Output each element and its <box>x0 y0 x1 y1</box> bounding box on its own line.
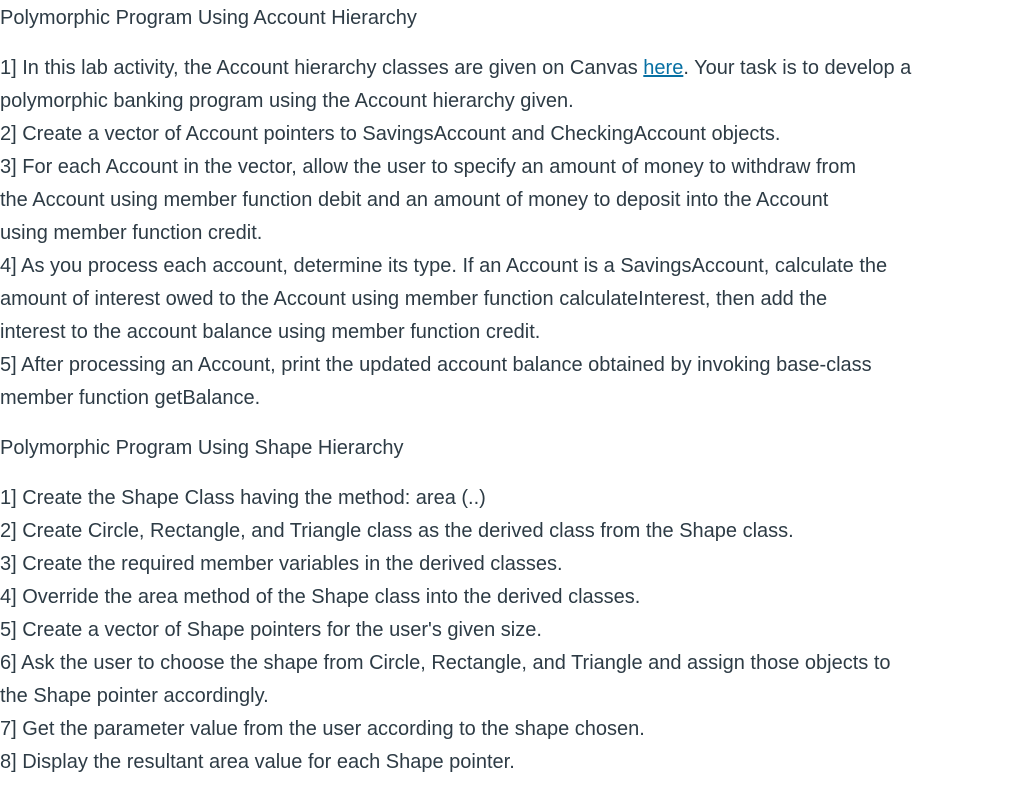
account-item-1-text: 1] In this lab activity, the Account hierarchy classes are given on Canvas <box>0 57 644 79</box>
shape-section <box>0 432 1012 779</box>
shape-item-6-line-1: 6] Ask the user to choose the shape from Circle, Rectangle, and Triangle and assign those objects to <box>0 652 891 674</box>
account-item-3-line-1: 3] For each Account in the vector, allow the user to specify an amount of money to withdraw from <box>0 156 856 178</box>
account-item-3-line-2: the Account using member function debit and an amount of money to deposit into the Account <box>0 189 829 211</box>
account-item-4-line-1: 4] As you process each account, determine its type. If an Account is a SavingsAccount, calculate the <box>0 255 888 277</box>
account-item-1-text-end: . Your task is to develop a <box>683 57 912 79</box>
shape-item-4: 4] Override the area method of the Shape class into the derived classes. <box>0 586 641 608</box>
account-item-3-line-3: using member function credit. <box>0 222 263 244</box>
here-link[interactable]: here <box>643 57 684 79</box>
shape-item-1: 1] Create the Shape Class having the method: area (..) <box>0 487 486 509</box>
account-item-2: 2] Create a vector of Account pointers to SavingsAccount and CheckingAccount objects. <box>0 123 781 145</box>
shape-item-7: 7] Get the parameter value from the user according to the shape chosen. <box>0 718 645 740</box>
shape-item-8: 8] Display the resultant area value for each Shape pointer. <box>0 751 515 773</box>
spacer <box>0 35 1012 52</box>
account-section <box>0 2 1012 415</box>
account-item-1-line-1 <box>0 52 1012 85</box>
shape-item-3: 3] Create the required member variables in the derived classes. <box>0 553 563 575</box>
shape-section-title: Polymorphic Program Using Shape Hierarchy <box>0 437 404 459</box>
account-item-1-line-2: polymorphic banking program using the Account hierarchy given. <box>0 90 574 112</box>
account-item-5-line-1: 5] After processing an Account, print the updated account balance obtained by invoking base-class <box>0 354 872 376</box>
shape-item-2: 2] Create Circle, Rectangle, and Triangle class as the derived class from the Shape class. <box>0 520 794 542</box>
account-section-title: Polymorphic Program Using Account Hierarchy <box>0 7 417 29</box>
account-item-4-line-2: amount of interest owed to the Account using member function calculateInterest, then add the <box>0 288 828 310</box>
account-item-5-line-2: member function getBalance. <box>0 387 261 409</box>
shape-item-6-line-2: the Shape pointer accordingly. <box>0 685 269 707</box>
spacer <box>0 465 1012 482</box>
shape-item-5: 5] Create a vector of Shape pointers for the user's given size. <box>0 619 542 641</box>
account-item-4-line-3: interest to the account balance using member function credit. <box>0 321 541 343</box>
